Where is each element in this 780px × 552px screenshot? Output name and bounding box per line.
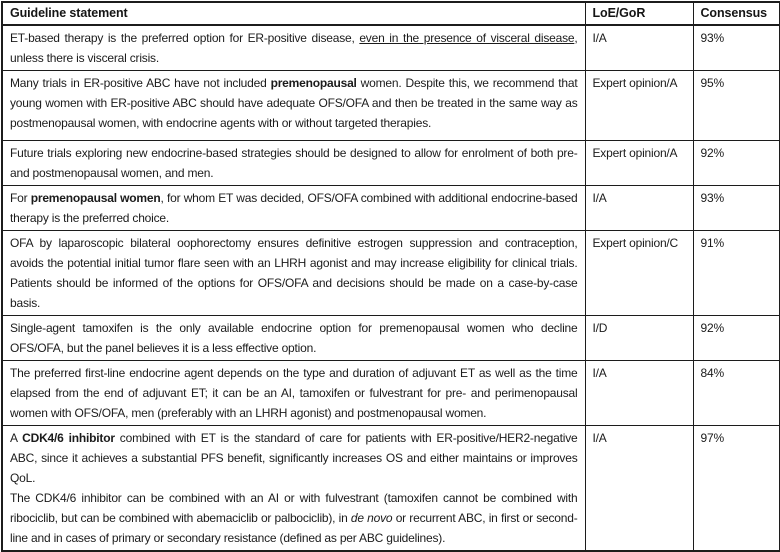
loe-gor-cell: Expert opinion/C [585, 231, 693, 316]
statement-paragraph [10, 73, 578, 133]
statement-paragraph [10, 488, 578, 548]
guidelines-table [1, 1, 780, 552]
loe-gor-cell: Expert opinion/A [585, 141, 693, 186]
statement-segment: women. Despite this, we recommend that young women with ER-positive ABC should have adequate OFS/OFA and then be treated in the same way as postmenopausal women, with endocrine agents with or without targeted therapies. [10, 76, 578, 130]
statement-segment: Many trials in ER-positive ABC have not included [10, 76, 271, 90]
statement-cell [2, 361, 585, 426]
statement-cell [2, 231, 585, 316]
statement-segment: For [10, 191, 31, 205]
statement-cell [2, 426, 585, 552]
loe-gor-cell: I/A [585, 25, 693, 71]
header-row [2, 2, 780, 25]
table-row [2, 186, 780, 231]
statement-segment: de novo [350, 511, 393, 525]
consensus-cell: 92% [693, 141, 780, 186]
consensus-cell: 91% [693, 231, 780, 316]
statement-cell [2, 25, 585, 71]
table-row [2, 361, 780, 426]
statement-paragraph [10, 318, 578, 358]
statement-segment: OFA by laparoscopic bilateral oophorectomy ensures definitive estrogen suppression and contraception, avoids the potential initial tumor flare seen with an LHRH agonist and may increase eligibility for clinical trials. Patients should be informed of the options for OFS/OFA and decisions should be made on a case-by-case basis. [10, 236, 578, 310]
statement-segment: premenopausal women [30, 191, 161, 205]
statement-segment: , unless there is visceral crisis. [10, 31, 578, 65]
loe-gor-cell: I/D [585, 316, 693, 361]
statement-segment: Future trials exploring new endocrine-based strategies should be designed to allow for enrolment of both pre- and postmenopausal women, and men. [10, 146, 578, 180]
statement-segment: ET-based therapy is the preferred option for ER-positive disease, [10, 31, 360, 45]
table-header [2, 2, 780, 25]
statement-paragraph [10, 188, 578, 228]
consensus-cell: 97% [693, 426, 780, 552]
statement-segment: A [10, 431, 23, 445]
table-row [2, 426, 780, 552]
loe-gor-cell: I/A [585, 361, 693, 426]
consensus-cell: 93% [693, 25, 780, 71]
statement-segment: CDK4/6 inhibitor [22, 431, 115, 445]
loe-gor-cell: I/A [585, 186, 693, 231]
table-row [2, 231, 780, 316]
table-row [2, 141, 780, 186]
column-header-loe-gor: LoE/GoR [585, 2, 693, 25]
consensus-cell: 84% [693, 361, 780, 426]
column-header-consensus: Consensus [693, 2, 780, 25]
statement-segment: Single-agent tamoxifen is the only available endocrine option for premenopausal women who decline OFS/OFA, but the panel believes it is a less effective option. [10, 321, 578, 355]
statement-paragraph [10, 428, 578, 488]
consensus-cell: 93% [693, 186, 780, 231]
consensus-cell: 95% [693, 71, 780, 141]
statement-paragraph [10, 363, 578, 423]
statement-cell [2, 186, 585, 231]
statement-segment: even in the presence of visceral disease [359, 31, 575, 45]
loe-gor-cell: I/A [585, 426, 693, 552]
statement-segment: The CDK4/6 inhibitor can be combined with an AI or with fulvestrant (tamoxifen cannot be combined with ribociclib, but can be combined with abemaciclib or palbociclib), in [10, 491, 578, 525]
table-body [2, 25, 780, 551]
statement-segment: The preferred first-line endocrine agent depends on the type and duration of adjuvant ET as well as the time elapsed from the end of adjuvant ET; it can be an AI, tamoxifen or fulvestrant for pre- and perimenopausal women with OFS/OFA, men (preferably with an LHRH agonist) and postmenopausal women. [10, 366, 578, 420]
table-row [2, 25, 780, 71]
loe-gor-cell: Expert opinion/A [585, 71, 693, 141]
statement-paragraph [10, 143, 578, 183]
statement-segment: or recurrent ABC, in first or second-line and in cases of primary or secondary resistance (defined as per ABC guidelines). [10, 511, 578, 545]
statement-cell [2, 141, 585, 186]
table-row [2, 316, 780, 361]
statement-paragraph [10, 28, 578, 68]
consensus-cell: 92% [693, 316, 780, 361]
statement-cell [2, 71, 585, 141]
statement-segment: , for whom ET was decided, OFS/OFA combined with additional endocrine-based therapy is the preferred choice. [10, 191, 578, 225]
column-header-guideline-statement: Guideline statement [2, 2, 585, 25]
statement-paragraph [10, 233, 578, 313]
statement-segment: premenopausal [270, 76, 357, 90]
statement-segment: combined with ET is the standard of care for patients with ER-positive/HER2-negative ABC, since it achieves a substantial PFS benefit, significantly increases OS and either maintains or improves QoL. [10, 431, 578, 485]
table-row [2, 71, 780, 141]
statement-cell [2, 316, 585, 361]
